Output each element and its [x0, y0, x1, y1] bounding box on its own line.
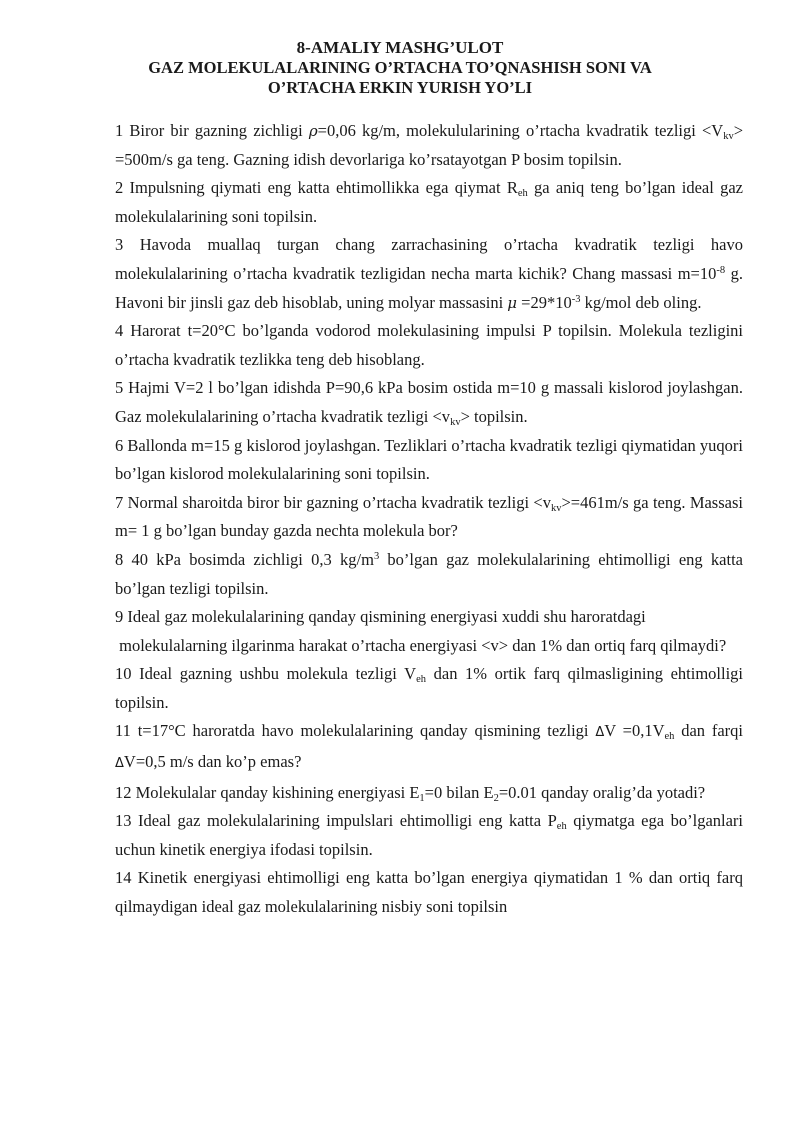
problem-text: 10 Ideal gazning ushbu molekula tezligi V — [115, 664, 417, 684]
problem-text: g. Havoni bir jinsli gaz deb hisoblab, uning molyar massasini — [115, 263, 744, 312]
problem-text: 11 t=17°C haroratda havo molekulalarining qanday qismining tezligi — [115, 721, 596, 741]
problem-text: 13 Ideal gaz molekulalarining impulslari ehtimolligi eng katta P — [115, 811, 557, 831]
problem-7 — [115, 489, 743, 546]
subscript: kv — [450, 416, 461, 428]
problem-text: =0,06 kg/m, molekulularining o’rtacha kvadratik tezligi <V — [317, 121, 724, 140]
problem-text: 1 Biror bir gazning zichligi — [115, 121, 309, 140]
subscript: eh — [556, 821, 567, 833]
problem-2 — [115, 174, 743, 231]
problem-text: > =500m/s ga teng. Gazning idish devorlariga ko’rsatayotgan P bosim topilsin. — [115, 121, 743, 169]
problem-11 — [115, 717, 743, 778]
problem-text: 3 Havoda muallaq turgan chang zarrachasining o’rtacha kvadratik tezligi havo molekulalarining o’rtacha kvadratik tezligidan necha marta kichik? Chang massasi m=10 — [115, 235, 743, 283]
problem-text: kg/mol deb oling. — [580, 292, 702, 312]
subscript: 2 — [493, 792, 499, 804]
subscript: 1 — [419, 792, 425, 804]
subscript: kv — [723, 131, 734, 142]
page-subtitle-line-2: O’RTACHA ERKIN YURISH YO’LI — [267, 78, 533, 97]
problem-text: >=461m/s ga teng. Massasi m= 1 g bo’lgan bunday gazda nechta molekula bor? — [115, 492, 743, 541]
problem-text: =0.01 qanday oralig’da yotadi? — [498, 782, 706, 802]
rho-symbol: ρ — [308, 122, 318, 140]
problem-text: > topilsin. — [460, 406, 528, 426]
page-title: 8-AMALIY MASHG’ULOT — [296, 38, 504, 57]
problem-line: molekulalarning ilgarinma harakat o’rtacha energiyasi <v> dan 1% dan ortiq farq qilmaydi? — [115, 635, 727, 655]
document-header — [0, 38, 800, 98]
page-subtitle-line-1: GAZ MOLEKULALARINING O’RTACHA TO’QNASHISH SONI VA — [148, 58, 652, 77]
subscript: eh — [517, 188, 528, 200]
problem-text: dan farqi — [674, 721, 744, 741]
subscript: eh — [664, 731, 675, 743]
problem-text: bo’lgan gaz molekulalarining ehtimolligi eng katta bo’lgan tezligi topilsin. — [115, 549, 743, 598]
problem-text: 12 Molekulalar qanday kishining energiyasi E — [115, 782, 420, 802]
mu-symbol: μ — [507, 293, 518, 312]
problem-text: 2 Impulsning qiymati eng katta ehtimollikka ega qiymat R — [115, 178, 518, 198]
problem-8 — [115, 546, 743, 603]
problem-6: 6 Ballonda m=15 g kislorod joylashgan. Tezliklari o’rtacha kvadratik tezligi qiymatidan yuqori bo’lgan kislorod molekulalarining soni topilsin. — [115, 435, 743, 484]
problem-text: ga aniq teng bo’lgan ideal gaz molekulalarining soni topilsin. — [115, 178, 743, 226]
problem-text: =0 bilan E — [424, 782, 494, 802]
problem-text: dan 1% ortik farq qilmasligining ehtimolligi topilsin. — [115, 664, 743, 712]
problem-12 — [115, 779, 743, 808]
problem-list — [115, 117, 743, 922]
problem-text: 7 Normal sharoitda biror bir gazning o’rtacha kvadratik tezligi <v — [115, 492, 551, 512]
superscript: 3 — [373, 550, 380, 562]
problem-10 — [115, 660, 743, 717]
problem-5 — [115, 374, 743, 431]
problem-text: 5 Hajmi V=2 l bo’lgan idishda P=90,6 kPa bosim ostida m=10 g massali kislorod joylashgan. Gaz molekulalarining o’rtacha kvadratik tezligi <v — [115, 378, 743, 426]
problem-1 — [115, 117, 743, 174]
problem-14: 14 Kinetik energiyasi ehtimolligi eng katta bo’lgan energiya qiymatidan 1 % dan ortiq farq qilmaydigan ideal gaz molekulalarining nisbiy soni topilsin — [115, 868, 743, 917]
problem-text: 8 40 kPa bosimda zichligi 0,3 kg/m — [115, 549, 374, 569]
problem-text: V =0,1V — [604, 721, 665, 741]
problem-text: V=0,5 m/s dan ko’p emas? — [123, 752, 302, 772]
problem-4: 4 Harorat t=20°C bo’lganda vodorod molekulasining impulsi P topilsin. Molekula tezligini o’rtacha kvadratik tezlikka teng deb hisoblang. — [115, 321, 743, 369]
problem-text: qiymatga ega bo’lganlari uchun kinetik energiya ifodasi topilsin. — [115, 811, 743, 859]
delta-symbol: Δ — [595, 725, 605, 741]
superscript: -3 — [571, 293, 581, 305]
subscript: eh — [416, 674, 426, 686]
problem-9 — [115, 603, 743, 660]
delta-symbol: Δ — [115, 756, 124, 772]
problem-13 — [115, 807, 743, 864]
problem-3 — [115, 231, 743, 317]
superscript: -8 — [716, 264, 726, 276]
problem-line: 9 Ideal gaz molekulalarining qanday qismining energiyasi xuddi shu haroratdagi — [115, 607, 646, 627]
subscript: kv — [550, 502, 562, 514]
problem-text: =29*10 — [517, 292, 572, 312]
